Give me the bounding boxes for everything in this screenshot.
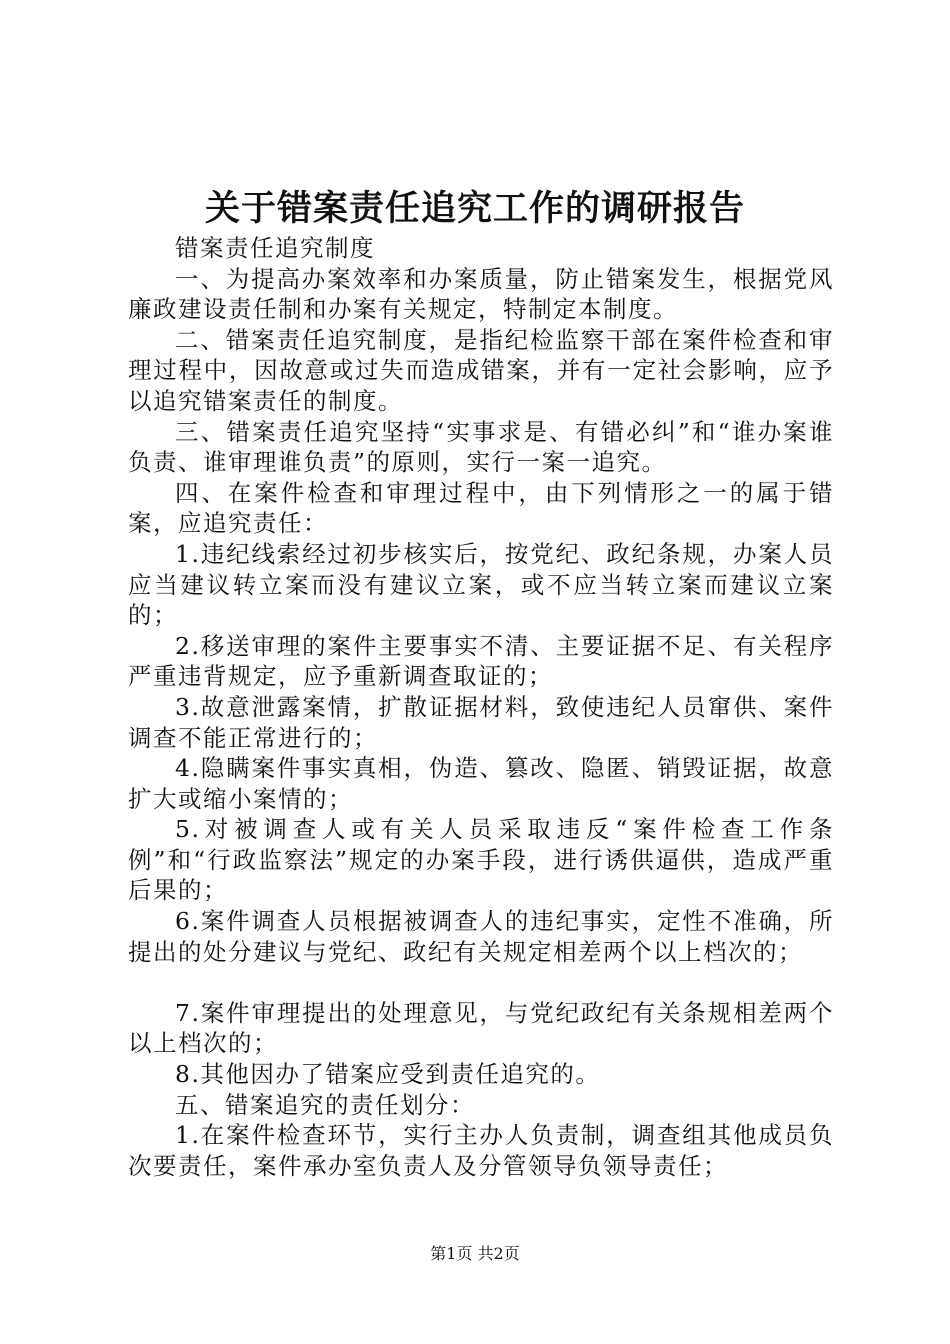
paragraph: 1.在案件检查环节，实行主办人负责制，调查组其他成员负次要责任，案件承办室负责人及分管领导负领导责任； [128, 1121, 834, 1180]
document-title: 关于错案责任追究工作的调研报告 [204, 188, 745, 229]
paragraph: 错案责任追究制度 [175, 234, 375, 262]
paragraph: 4.隐瞒案件事实真相，伪造、篡改、隐匿、销毁证据，故意扩大或缩小案情的； [128, 754, 834, 813]
paragraph: 6.案件调查人员根据被调查人的违纪事实，定性不准确，所提出的处分建议与党纪、政纪有关规定相差两个以上档次的； [128, 907, 834, 966]
paragraph: 四、在案件检查和审理过程中，由下列情形之一的属于错案，应追究责任： [128, 478, 834, 538]
page-number-footer: 第1页 共2页 [430, 1244, 520, 1263]
paragraph: 7.案件审理提出的处理意见，与党纪政纪有关条规相差两个以上档次的； [128, 998, 834, 1058]
paragraph: 2.移送审理的案件主要事实不清、主要证据不足、有关程序严重违背规定，应予重新调查取证的； [128, 631, 834, 691]
document-body [128, 233, 834, 1181]
paragraph: 3.故意泄露案情，扩散证据材料，致使违纪人员窜供、案件调查不能正常进行的； [128, 692, 834, 752]
paragraph: 五、错案追究的责任划分： [175, 1090, 475, 1119]
paragraph: 5.对被调查人或有关人员采取违反“案件检查工作条例”和“行政监察法”规定的办案手段，进行诱供逼供，造成严重后果的； [128, 815, 834, 905]
paragraph: 一、为提高办案效率和办案质量，防止错案发生，根据党风廉政建设责任制和办案有关规定，特制定本制度。 [128, 264, 834, 324]
paragraph: 三、错案责任追究坚持“实事求是、有错必纠”和“谁办案谁负责、谁审理谁负责”的原则，实行一案一追究。 [128, 417, 834, 477]
paragraph: 8.其他因办了错案应受到责任追究的。 [175, 1060, 601, 1089]
paragraph: 二、错案责任追究制度，是指纪检监察干部在案件检查和审理过程中，因故意或过失而造成错案，并有一定社会影响，应予以追究错案责任的制度。 [128, 325, 834, 415]
paragraph: 1.违纪线索经过初步核实后，按党纪、政纪条规，办案人员应当建议转立案而没有建议立案，或不应当转立案而建议立案的； [128, 539, 834, 630]
